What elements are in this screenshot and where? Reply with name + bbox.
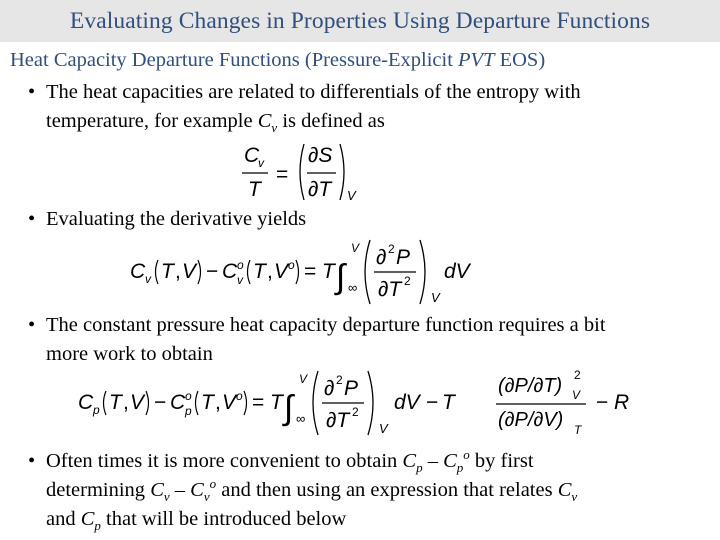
bullet-dot: • bbox=[28, 81, 36, 103]
b4-cp: C bbox=[402, 450, 417, 472]
b4-cvo-sub: v bbox=[203, 489, 210, 505]
b4-cvo: C bbox=[190, 479, 204, 501]
eq3-v-ideal: V bbox=[222, 391, 237, 414]
eq3-num-sub: V bbox=[572, 388, 581, 402]
eq3-p: P bbox=[344, 377, 359, 400]
eq3-paren bbox=[146, 391, 149, 415]
eq2-sub-v2: v bbox=[237, 273, 243, 287]
eq2-v-ideal: V bbox=[274, 260, 289, 283]
b4-cvo-sup: o bbox=[209, 476, 217, 492]
eq3-den: (∂P/∂V) bbox=[498, 409, 564, 431]
b4-cpo-sup: o bbox=[463, 447, 470, 463]
bullet-1 bbox=[28, 78, 708, 136]
eq2-t3: T bbox=[322, 260, 335, 283]
eq2-v: V bbox=[182, 260, 197, 283]
subtitle-post: EOS) bbox=[494, 49, 546, 71]
eq2-sup-o2: o bbox=[288, 258, 295, 272]
eq3-r: R bbox=[614, 391, 630, 414]
eq2-upper-limit: V bbox=[351, 241, 360, 255]
eq3-paren bbox=[104, 391, 107, 415]
eq3-sup-o: o bbox=[185, 389, 192, 403]
eq2-power2: 2 bbox=[404, 274, 411, 288]
slide-title: Evaluating Changes in Properties Using Departure Functions bbox=[69, 8, 651, 34]
eq2-t: T bbox=[161, 260, 174, 283]
eq1-cv-sub: v bbox=[258, 156, 264, 170]
eq1-paren-left bbox=[300, 144, 304, 200]
eq3-minus-r: − bbox=[596, 391, 609, 414]
bullet-4 bbox=[28, 447, 708, 534]
eq3-paren-big bbox=[313, 371, 318, 435]
b4-l3-pre: and bbox=[46, 508, 81, 530]
subtitle-pre: Heat Capacity Departure Functions (Pressure-Explicit bbox=[10, 49, 459, 71]
eq2-paren-big bbox=[420, 240, 425, 304]
bullet-2-text: Evaluating the derivative yields bbox=[46, 208, 307, 230]
eq3-comma2: , bbox=[215, 391, 221, 414]
bullet-dot: • bbox=[28, 208, 36, 230]
eq3-integral: ∫ bbox=[284, 389, 294, 427]
bullet-1-line-2-pre: temperature, for example bbox=[46, 110, 258, 132]
bullet-2 bbox=[28, 205, 708, 234]
eq3-lower-limit: ∞ bbox=[296, 411, 306, 426]
bullet-1-line-2-post: is defined as bbox=[277, 110, 385, 132]
b4-l2-mid: and then using an expression that relates bbox=[216, 479, 558, 501]
b4-l2-pre: determining bbox=[46, 479, 151, 501]
b4-l1-pre: Often times it is more convenient to obtain bbox=[46, 450, 403, 472]
eq1-sub-v: V bbox=[347, 188, 356, 203]
b4-l1-post: by first bbox=[469, 450, 534, 472]
b4-cv2-sub: v bbox=[571, 489, 578, 505]
eq2-dv: dV bbox=[444, 260, 470, 283]
eq3-paren-big bbox=[368, 371, 373, 435]
eq2-minus: − bbox=[206, 260, 219, 283]
eq3-upper-limit: V bbox=[299, 372, 308, 386]
eq3-c-ideal: C bbox=[170, 391, 186, 414]
eq3-paren bbox=[244, 391, 247, 415]
eq3-comma: , bbox=[123, 391, 129, 414]
eq1-t: T bbox=[248, 178, 261, 201]
b4-l3-post: that will be introduced below bbox=[100, 508, 347, 530]
eq3-t: T bbox=[109, 391, 122, 414]
title-bar bbox=[0, 0, 720, 42]
equation-cv-departure bbox=[126, 236, 506, 308]
eq3-t3: T bbox=[270, 391, 283, 414]
eq3-t4: T bbox=[442, 391, 455, 414]
eq2-comma: , bbox=[175, 260, 181, 283]
eq1-equals: = bbox=[276, 163, 289, 186]
subtitle-pvt: PVT bbox=[458, 49, 495, 71]
eq3-minus: − bbox=[154, 391, 167, 414]
eq3-sub-v: V bbox=[379, 421, 388, 436]
eq2-t2: T bbox=[253, 260, 266, 283]
eq3-t2: T bbox=[201, 391, 214, 414]
eq2-paren bbox=[248, 260, 251, 284]
b4-cpo: C bbox=[443, 450, 457, 472]
bullet-dot: • bbox=[28, 314, 36, 336]
bullet-3-line-2: more work to obtain bbox=[46, 343, 213, 365]
eq3-num-sup: 2 bbox=[574, 368, 581, 382]
bullet-1-var: C bbox=[257, 110, 272, 132]
b4-cv-sub: v bbox=[163, 489, 170, 505]
eq2-paren-big bbox=[365, 240, 370, 304]
eq3-num: (∂P/∂T) bbox=[498, 375, 563, 397]
eq2-sub-vv: V bbox=[431, 290, 440, 305]
eq3-c: C bbox=[78, 391, 94, 414]
eq1-paren-right bbox=[340, 144, 344, 200]
eq3-sup-o2: o bbox=[236, 389, 243, 403]
equation-cp-departure bbox=[74, 366, 644, 442]
slide-subtitle bbox=[10, 49, 545, 72]
b4-cp2: C bbox=[80, 508, 95, 530]
bullet-dot: • bbox=[28, 450, 36, 472]
eq2-lower-limit: ∞ bbox=[348, 280, 358, 295]
eq2-p: P bbox=[396, 246, 411, 269]
b4-cpo-sub: p bbox=[456, 460, 464, 476]
b4-minus2: – bbox=[169, 479, 191, 501]
eq2-c-ideal: C bbox=[222, 260, 238, 283]
eq2-sub-v: v bbox=[145, 272, 151, 286]
bullet-1-sub: v bbox=[271, 120, 278, 136]
eq1-cv-c: C bbox=[244, 144, 260, 167]
eq2-paren bbox=[198, 260, 201, 284]
eq2-integral: ∫ bbox=[336, 258, 346, 296]
eq3-dt: ∂T bbox=[326, 409, 350, 432]
eq1-dt: ∂T bbox=[308, 178, 332, 201]
eq2-sup-o: o bbox=[237, 258, 244, 272]
eq3-sub-p: p bbox=[93, 403, 100, 417]
eq3-minus-t: − bbox=[426, 391, 439, 414]
eq3-den-sub: T bbox=[574, 423, 582, 437]
b4-minus: – bbox=[422, 450, 444, 472]
b4-cv: C bbox=[150, 479, 164, 501]
eq3-power: 2 bbox=[336, 373, 343, 387]
eq3-v: V bbox=[130, 391, 145, 414]
eq3-equals: = bbox=[252, 391, 265, 414]
eq1-ds: ∂S bbox=[308, 144, 333, 167]
b4-cp2-sub: p bbox=[94, 518, 101, 534]
eq2-comma2: , bbox=[267, 260, 273, 283]
eq2-c: C bbox=[130, 260, 146, 283]
bullet-1-line-1: The heat capacities are related to differentials of the entropy with bbox=[46, 81, 581, 103]
eq2-paren bbox=[156, 260, 159, 284]
eq2-power: 2 bbox=[388, 242, 395, 256]
eq3-paren bbox=[196, 391, 199, 415]
eq2-partial: ∂ bbox=[376, 246, 387, 269]
eq3-sub-p2: p bbox=[185, 404, 192, 418]
b4-cv2: C bbox=[557, 479, 572, 501]
bullet-3 bbox=[28, 311, 708, 369]
eq2-equals: = bbox=[304, 260, 317, 283]
bullet-3-line-1: The constant pressure heat capacity departure function requires a bit bbox=[46, 314, 606, 336]
eq2-paren bbox=[296, 260, 299, 284]
equation-cv-definition bbox=[236, 140, 366, 204]
eq3-dv: dV bbox=[394, 391, 420, 414]
eq3-partial: ∂ bbox=[324, 377, 335, 400]
eq3-power2: 2 bbox=[352, 405, 359, 419]
b4-cp-sub: p bbox=[416, 460, 423, 476]
eq2-dt: ∂T bbox=[378, 278, 402, 301]
